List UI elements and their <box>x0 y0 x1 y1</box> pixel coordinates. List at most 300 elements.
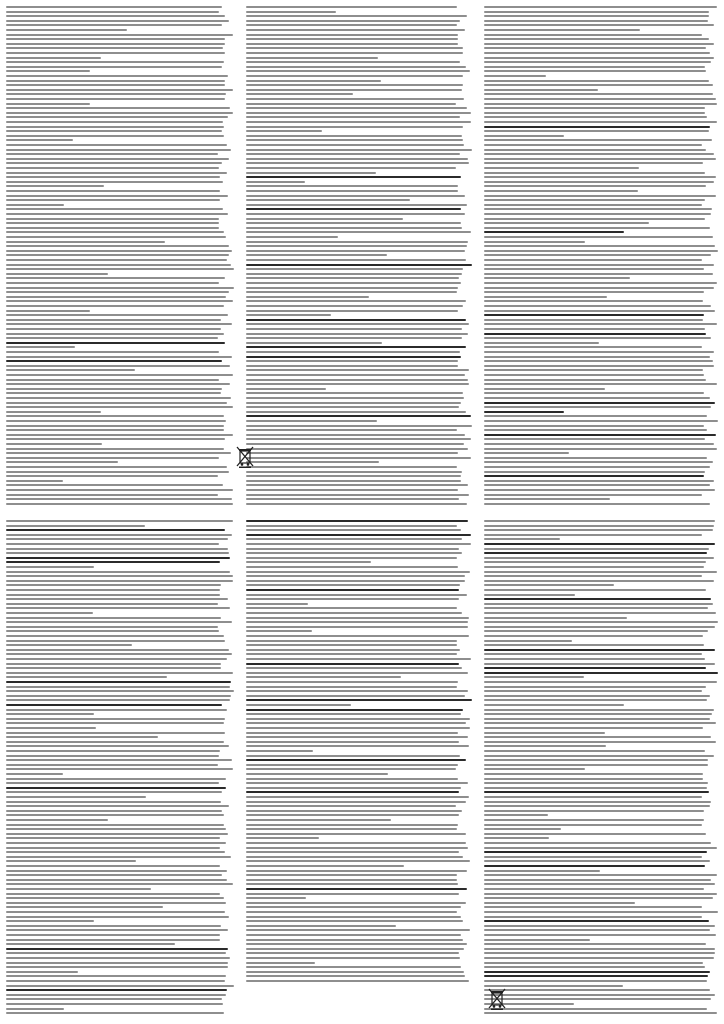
text-line <box>246 805 456 807</box>
text-line <box>6 38 225 40</box>
text-line <box>6 374 233 376</box>
text-line-emphasis <box>246 319 466 321</box>
text-line <box>6 314 228 316</box>
text-line <box>246 337 462 339</box>
text-line <box>484 250 718 252</box>
text-line <box>246 379 468 381</box>
text-line <box>246 172 376 174</box>
text-line-emphasis <box>246 534 471 536</box>
text-line <box>6 222 219 224</box>
text-line-emphasis <box>6 948 228 950</box>
text-line <box>484 15 709 17</box>
text-line <box>484 139 712 141</box>
text-line <box>6 227 219 229</box>
text-line <box>246 259 466 261</box>
text-line <box>246 879 457 881</box>
text-line <box>6 70 90 72</box>
text-line <box>484 856 702 858</box>
text-line <box>484 57 714 59</box>
text-line-emphasis <box>246 208 461 210</box>
text-line <box>6 594 220 596</box>
text-line <box>484 603 713 605</box>
text-line <box>6 828 226 830</box>
text-line <box>484 425 704 427</box>
text-line <box>6 213 228 215</box>
text-line <box>6 929 228 931</box>
text-line <box>246 6 457 8</box>
text-line <box>484 934 716 936</box>
text-line <box>6 356 232 358</box>
text-line <box>246 796 469 798</box>
text-line <box>246 388 326 390</box>
text-line-emphasis <box>484 314 704 316</box>
text-line <box>246 218 403 220</box>
text-line <box>246 571 470 573</box>
text-line <box>484 47 706 49</box>
text-line <box>484 264 714 266</box>
text-line <box>6 20 229 22</box>
text-line <box>246 162 469 164</box>
text-line <box>246 190 458 192</box>
text-line <box>6 833 228 835</box>
text-line <box>246 342 382 344</box>
text-line <box>6 552 229 554</box>
text-line <box>484 957 714 959</box>
text-line <box>484 644 704 646</box>
text-line <box>246 153 460 155</box>
text-line-emphasis <box>246 663 459 665</box>
text-line <box>6 199 220 201</box>
text-line <box>246 351 460 353</box>
text-line <box>246 814 459 816</box>
text-line <box>484 713 712 715</box>
text-line <box>246 411 466 413</box>
text-line <box>6 759 232 761</box>
text-line <box>6 640 225 642</box>
text-line <box>484 356 710 358</box>
text-line <box>484 365 714 367</box>
text-line <box>6 264 231 266</box>
text-line <box>246 874 457 876</box>
text-line <box>484 994 715 996</box>
text-line <box>6 824 224 826</box>
text-line <box>484 718 710 720</box>
text-line <box>6 498 232 500</box>
text-line <box>246 406 459 408</box>
text-line <box>246 452 458 454</box>
text-line <box>246 484 468 486</box>
text-line <box>484 498 610 500</box>
text-line <box>246 860 470 862</box>
text-line <box>6 351 219 353</box>
text-line <box>6 962 228 964</box>
text-line <box>6 851 225 853</box>
text-line <box>246 503 467 505</box>
text-line <box>6 66 222 68</box>
text-line-emphasis <box>484 411 564 413</box>
text-line <box>484 158 716 160</box>
text-line <box>6 282 219 284</box>
text-line <box>6 98 225 100</box>
text-line <box>246 897 306 899</box>
text-line <box>484 93 713 95</box>
text-line <box>6 296 226 298</box>
text-line <box>246 61 460 63</box>
text-line <box>484 11 709 13</box>
text-line <box>484 902 635 904</box>
text-line <box>6 980 225 982</box>
text-line <box>6 906 163 908</box>
text-line <box>484 520 715 522</box>
text-line <box>484 594 575 596</box>
text-line <box>246 149 472 151</box>
text-line <box>484 952 715 954</box>
text-line-emphasis <box>246 176 461 178</box>
text-line <box>246 658 471 660</box>
text-line <box>6 241 165 243</box>
text-line <box>6 333 224 335</box>
text-line <box>246 607 457 609</box>
text-line <box>6 287 234 289</box>
text-line <box>6 153 218 155</box>
text-line <box>246 598 459 600</box>
text-line <box>6 57 101 59</box>
crossed-out-wheelie-bin-icon <box>236 446 254 468</box>
text-line <box>484 653 702 655</box>
text-line <box>484 561 706 563</box>
text-line <box>6 653 232 655</box>
text-line <box>484 130 709 132</box>
text-line <box>246 911 457 913</box>
text-line <box>484 966 705 968</box>
text-line <box>484 796 702 798</box>
text-line <box>6 732 225 734</box>
text-line <box>6 718 225 720</box>
text-line <box>246 374 465 376</box>
text-line <box>6 966 228 968</box>
text-line <box>484 448 717 450</box>
text-line <box>6 635 224 637</box>
text-line <box>484 222 649 224</box>
text-line <box>246 736 468 738</box>
text-line <box>246 975 465 977</box>
text-line-emphasis <box>484 791 709 793</box>
text-line <box>246 291 457 293</box>
text-line <box>6 107 230 109</box>
text-line <box>6 975 226 977</box>
text-line <box>246 448 468 450</box>
text-line <box>6 630 219 632</box>
text-line <box>484 162 703 164</box>
text-line <box>484 346 702 348</box>
text-line <box>6 750 220 752</box>
text-line <box>246 787 461 789</box>
text-line <box>6 755 219 757</box>
text-line <box>6 489 233 491</box>
text-line <box>6 250 232 252</box>
text-line <box>484 980 707 982</box>
text-line <box>6 484 223 486</box>
text-line <box>6 162 222 164</box>
text-line <box>484 43 714 45</box>
text-line-emphasis <box>484 434 716 436</box>
text-line <box>484 824 702 826</box>
text-line <box>6 204 64 206</box>
text-line <box>6 860 136 862</box>
text-line <box>246 833 466 835</box>
text-line <box>6 649 229 651</box>
text-line <box>484 379 706 381</box>
text-line <box>246 525 457 527</box>
text-line <box>484 755 714 757</box>
text-line <box>246 617 469 619</box>
text-line <box>246 305 463 307</box>
text-line <box>484 704 624 706</box>
text-line <box>6 796 146 798</box>
text-line <box>6 112 233 114</box>
text-line <box>6 75 228 77</box>
text-line <box>484 948 715 950</box>
text-line <box>6 994 226 996</box>
text-line <box>484 241 585 243</box>
text-line-emphasis <box>484 231 624 233</box>
text-line <box>6 874 222 876</box>
text-line <box>246 635 469 637</box>
text-line <box>6 434 233 436</box>
text-line <box>246 676 401 678</box>
text-line <box>484 787 707 789</box>
text-line <box>484 571 717 573</box>
text-line <box>484 1012 717 1014</box>
text-line <box>484 107 705 109</box>
text-line <box>6 543 219 545</box>
text-line <box>6 259 227 261</box>
text-line <box>484 1008 707 1010</box>
text-line <box>246 204 467 206</box>
text-line <box>484 575 702 577</box>
text-line <box>484 819 704 821</box>
text-line <box>484 383 717 385</box>
text-line <box>6 548 228 550</box>
text-line <box>246 870 467 872</box>
text-line <box>246 333 468 335</box>
text-line <box>484 6 717 8</box>
text-line <box>6 520 233 522</box>
text-line <box>484 452 569 454</box>
text-line <box>484 534 702 536</box>
text-line <box>484 429 707 431</box>
text-line <box>484 925 715 927</box>
text-line <box>6 985 234 987</box>
text-line <box>246 916 461 918</box>
text-line <box>6 471 229 473</box>
text-line <box>484 388 605 390</box>
text-line <box>484 538 560 540</box>
text-line <box>6 103 90 105</box>
text-line-emphasis <box>6 360 222 362</box>
text-line <box>6 713 94 715</box>
text-line <box>484 676 584 678</box>
text-line <box>484 181 714 183</box>
text-line <box>246 851 459 853</box>
text-line <box>484 89 598 91</box>
text-line <box>246 185 458 187</box>
text-line <box>6 231 224 233</box>
text-line <box>484 310 715 312</box>
text-line <box>484 457 707 459</box>
text-line <box>6 920 94 922</box>
text-line <box>6 429 224 431</box>
text-line <box>246 603 308 605</box>
text-line <box>246 920 463 922</box>
text-line <box>484 658 705 660</box>
text-line <box>484 369 703 371</box>
text-line <box>246 222 461 224</box>
text-line <box>6 466 227 468</box>
text-line-emphasis <box>6 342 225 344</box>
text-line <box>484 906 702 908</box>
text-line <box>246 254 387 256</box>
text-line <box>246 392 463 394</box>
text-line <box>246 213 465 215</box>
text-line <box>6 580 233 582</box>
text-line-emphasis <box>6 704 222 706</box>
text-line-emphasis <box>246 709 463 711</box>
text-line <box>484 480 714 482</box>
text-line <box>246 80 381 82</box>
text-line <box>246 323 469 325</box>
text-line <box>484 929 710 931</box>
text-line <box>246 227 462 229</box>
text-line <box>6 337 218 339</box>
text-line <box>6 15 225 17</box>
text-line-emphasis <box>484 865 705 867</box>
text-line <box>246 704 351 706</box>
text-line <box>484 989 710 991</box>
text-line <box>6 934 220 936</box>
text-line <box>6 89 233 91</box>
text-line <box>484 860 710 862</box>
text-line <box>246 741 459 743</box>
text-line <box>246 681 458 683</box>
text-line <box>484 351 714 353</box>
text-line <box>6 461 118 463</box>
text-line <box>484 745 606 747</box>
text-line <box>484 681 717 683</box>
text-line-emphasis <box>246 699 472 701</box>
text-line <box>246 126 463 128</box>
text-line <box>246 640 457 642</box>
text-line <box>6 457 219 459</box>
text-line <box>6 847 220 849</box>
text-line <box>484 690 702 692</box>
text-line <box>6 709 227 711</box>
text-line <box>484 34 702 36</box>
text-line <box>6 503 233 505</box>
text-line <box>246 20 460 22</box>
text-line <box>484 167 639 169</box>
text-line-emphasis <box>246 415 471 417</box>
text-line <box>484 805 710 807</box>
text-line <box>246 768 456 770</box>
text-line <box>484 759 708 761</box>
text-line <box>246 402 461 404</box>
column-top-right <box>484 6 718 508</box>
text-line <box>246 755 460 757</box>
text-line <box>6 695 231 697</box>
text-line <box>246 653 457 655</box>
text-line <box>6 566 94 568</box>
text-line <box>484 630 708 632</box>
text-line <box>6 667 221 669</box>
text-line <box>246 856 463 858</box>
text-line <box>246 828 457 830</box>
text-line <box>6 745 229 747</box>
text-line <box>484 663 715 665</box>
text-line <box>246 75 463 77</box>
text-line <box>484 337 711 339</box>
text-line <box>484 121 717 123</box>
column-bottom-middle <box>246 520 472 986</box>
text-line <box>246 383 469 385</box>
text-line <box>246 34 458 36</box>
text-line <box>6 415 224 417</box>
text-line <box>246 461 379 463</box>
text-line <box>484 245 715 247</box>
text-line <box>6 135 224 137</box>
text-line-emphasis <box>484 975 708 977</box>
text-line <box>484 323 717 325</box>
text-line <box>246 713 461 715</box>
text-line <box>6 801 221 803</box>
text-line <box>6 494 218 496</box>
text-line <box>484 471 705 473</box>
text-line <box>6 782 219 784</box>
text-line <box>484 764 708 766</box>
text-line <box>484 305 711 307</box>
text-line <box>6 379 219 381</box>
text-line <box>484 277 630 279</box>
text-line <box>484 296 607 298</box>
text-line <box>484 548 709 550</box>
text-line <box>246 236 338 238</box>
text-line <box>484 259 702 261</box>
text-line <box>246 245 467 247</box>
text-line <box>484 268 704 270</box>
text-line <box>246 273 462 275</box>
text-line <box>6 525 145 527</box>
text-line <box>484 61 711 63</box>
text-line <box>246 745 469 747</box>
text-line <box>246 957 460 959</box>
text-line <box>484 584 614 586</box>
column-top-middle <box>246 6 472 508</box>
text-line-emphasis <box>6 557 230 559</box>
text-line <box>246 489 458 491</box>
text-line <box>6 598 228 600</box>
text-line <box>246 538 462 540</box>
text-line <box>6 778 226 780</box>
text-line <box>484 443 714 445</box>
text-line <box>246 801 466 803</box>
text-line <box>484 236 713 238</box>
text-line <box>6 584 221 586</box>
text-line <box>484 814 548 816</box>
text-line <box>246 52 463 54</box>
text-line <box>246 29 465 31</box>
text-line <box>6 1008 64 1010</box>
text-line <box>484 98 716 100</box>
